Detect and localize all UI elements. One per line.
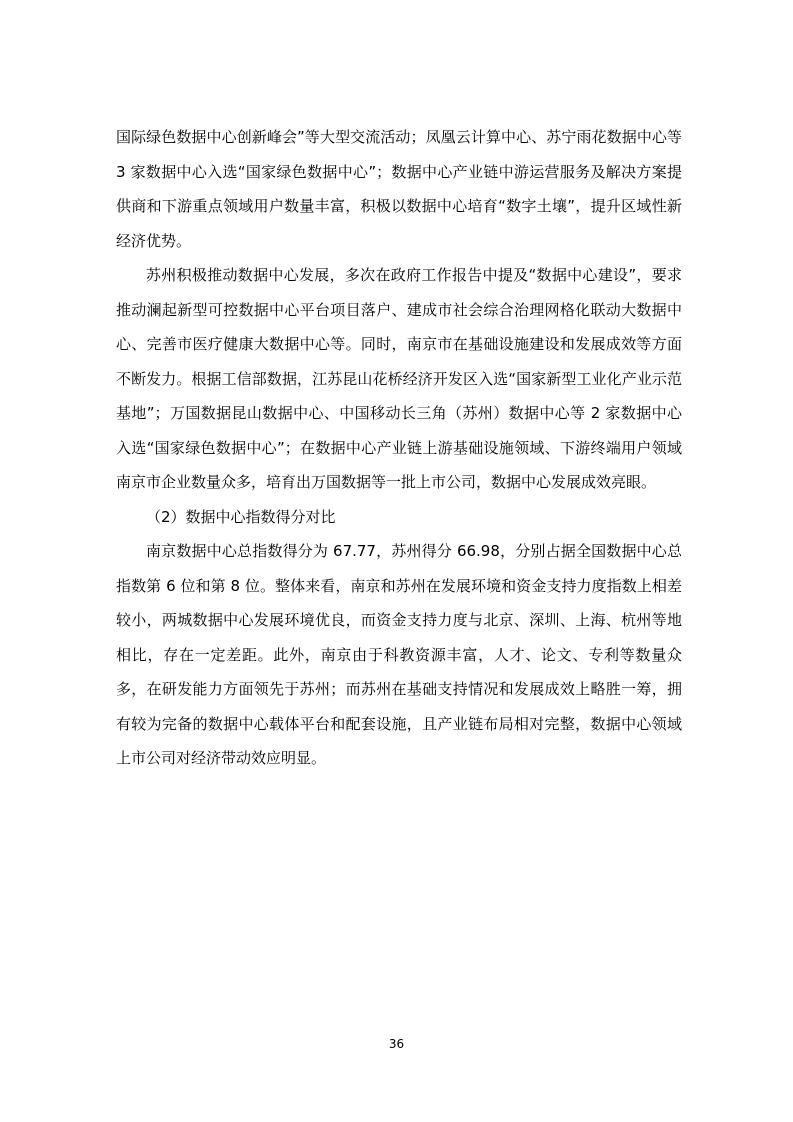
paragraph-index-comparison: 南京数据中心总指数得分为 67.77，苏州得分 66.98，分别占据全国数据中心总指数第 6 位和第 8 位。整体来看，南京和苏州在发展环境和资金支持力度指数上相差较小，两城数据中心发展环境优良，而资金支持力度与北京、深圳、上海、杭州等地相比，存在一定差距。此外，南京由于科教资源丰富，人才、论文、专利等数量众多，在研发能力方面领先于苏州；而苏州在基础支持情况和发展成效上略胜一筹，拥有较为完备的数据中心载体平台和配套设施，且产业链布局相对完整，数据中心领域上市公司对经济带动效应明显。 bbox=[116, 542, 682, 767]
page-content bbox=[116, 120, 682, 776]
page-number: 36 bbox=[388, 1037, 405, 1051]
paragraph-suzhou: 苏州积极推动数据中心发展，多次在政府工作报告中提及“数据中心建设”，要求推动澜起新型可控数据中心平台项目落户、建成市社会综合治理网格化联动大数据中心、完善市医疗健康大数据中心等。同时，南京市在基础设施建设和发展成效等方面不断发力。根据工信部数据，江苏昆山花桥经济开发区入选“国家新型工业化产业示范基地”；万国数据昆山数据中心、中国移动长三角（苏州）数据中心等 2 家数据中心入选“国家绿色数据中心”；在数据中心产业链上游基础设施领域、下游终端用户领域南京市企业数量众多，培育出万国数据等一批上市公司，数据中心发展成效亮眼。 bbox=[116, 266, 682, 491]
paragraph-continued: 国际绿色数据中心创新峰会”等大型交流活动；凤凰云计算中心、苏宁雨花数据中心等 3 家数据中心入选“国家绿色数据中心”；数据中心产业链中游运营服务及解决方案提供商和下游重点领域用户数量丰富，积极以数据中心培育“数字土壤”，提升区域性新经济优势。 bbox=[116, 128, 682, 250]
section-subheading: （2）数据中心指数得分对比 bbox=[146, 507, 336, 526]
